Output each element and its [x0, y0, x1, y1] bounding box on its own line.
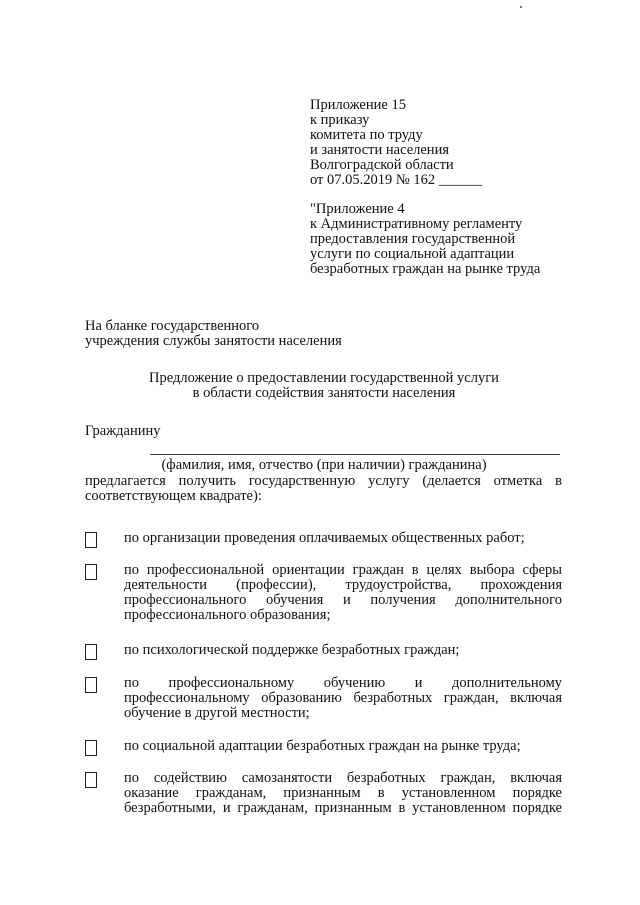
option-label: по социальной адаптации безработных граждан на рынке труда; [124, 738, 521, 754]
title-line: Предложение о предоставлении государственной услуги [149, 370, 499, 386]
option-checkbox[interactable] [85, 677, 97, 693]
letterhead-line: На бланке государственного [85, 318, 260, 334]
option-label: по профессиональному обучению и дополнительному профессиональному образованию безработных граждан, включая обучение в другой местности; [124, 675, 562, 721]
letterhead-note [85, 319, 342, 349]
appendix-15-line: и занятости населения [310, 142, 449, 158]
option-checkbox[interactable] [85, 740, 97, 756]
appendix-15-line: комитета по труду [310, 127, 423, 143]
letterhead-line: учреждения службы занятости населения [85, 333, 342, 349]
document-title [85, 371, 563, 401]
intro-paragraph: предлагается получить государственную услугу (делается отметка в соответствующем квадрате): [85, 473, 562, 504]
option-checkbox[interactable] [85, 564, 97, 580]
appendix-15-block [310, 98, 610, 277]
appendix-4-line: безработных граждан на рынке труда [310, 261, 541, 277]
appendix-4-line: предоставления государственной [310, 231, 516, 247]
title-line: в области содействия занятости населения [192, 385, 456, 401]
appendix-15-order-date: от 07.05.2019 № 162 ______ [310, 172, 483, 188]
option-checkbox[interactable] [85, 644, 97, 660]
appendix-15-line: Волгоградской области [310, 157, 454, 173]
option-label: по психологической поддержке безработных граждан; [124, 642, 460, 658]
appendix-15-line: к приказу [310, 112, 370, 128]
option-checkbox[interactable] [85, 772, 97, 788]
option-label: по профессиональной ориентации граждан в целях выбора сферы деятельности (профессии), трудоустройства, прохождения профессионального обучения и получения дополнительного профессионального образования; [124, 562, 562, 623]
appendix-15-line: Приложение 15 [310, 97, 406, 113]
appendix-4-line: к Административному регламенту [310, 216, 523, 232]
scan-speck [520, 6, 522, 8]
option-label: по содействию самозанятости безработных граждан, включая оказание гражданам, признанным в установленном порядке безработными, и гражданам, признанным в установленном порядке [124, 770, 562, 816]
addressee-label: Гражданину [85, 423, 161, 439]
option-checkbox[interactable] [85, 532, 97, 548]
option-label: по организации проведения оплачиваемых общественных работ; [124, 530, 525, 546]
appendix-4-line: услуги по социальной адаптации [310, 246, 515, 262]
name-caption: (фамилия, имя, отчество (при наличии) гражданина) [161, 457, 487, 473]
appendix-4-line: "Приложение 4 [310, 201, 405, 217]
name-underline [150, 454, 560, 455]
